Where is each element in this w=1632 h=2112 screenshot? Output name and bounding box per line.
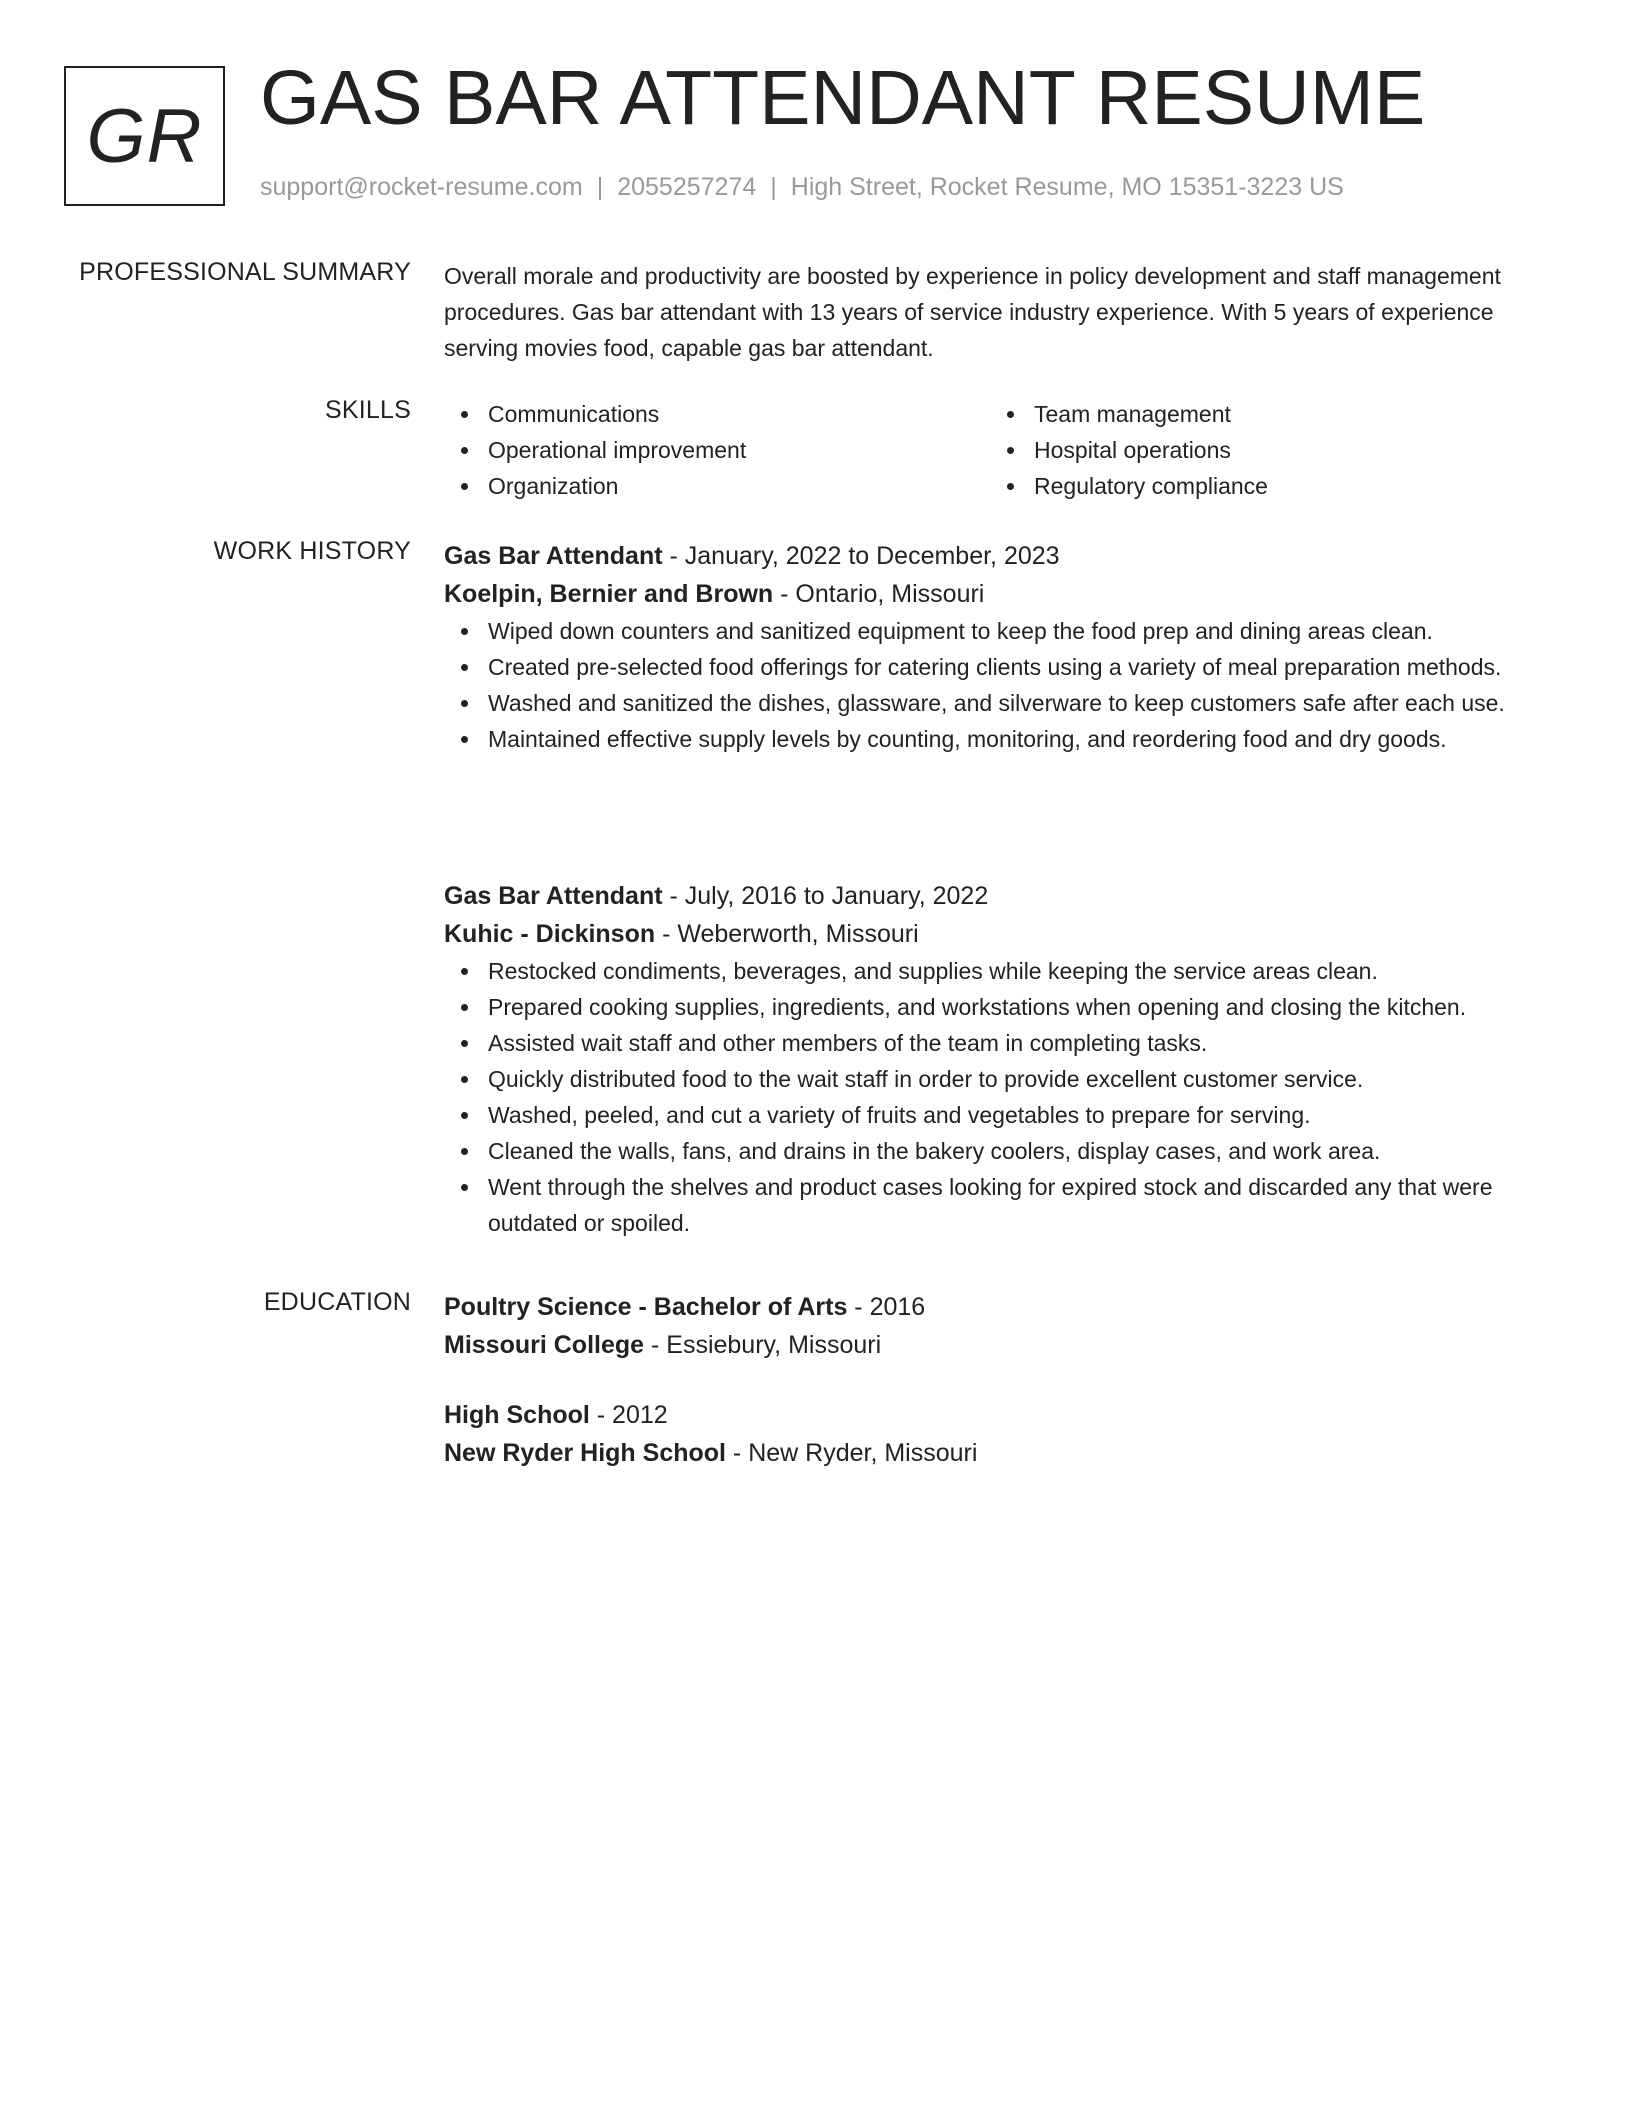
skill-item: Communications (444, 396, 990, 432)
education-degree-line (444, 1396, 1544, 1434)
job-duties-list (444, 613, 1544, 757)
job-dates: - January, 2022 to December, 2023 (662, 542, 1060, 570)
job-duty: Wiped down counters and sanitized equipment to keep the food prep and dining areas clean. (444, 613, 1544, 649)
skill-item: Regulatory compliance (990, 468, 1536, 504)
summary-body (444, 258, 1544, 366)
contact-separator: | (596, 173, 604, 201)
education-year: - 2012 (589, 1401, 668, 1429)
skills-list-left (444, 396, 990, 504)
job-duty: Assisted wait staff and other members of the team in completing tasks. (444, 1025, 1544, 1061)
section-heading-skills: SKILLS (325, 396, 411, 424)
job-duty: Quickly distributed food to the wait staff in order to provide excellent customer service. (444, 1061, 1544, 1097)
education-school-line (444, 1434, 1544, 1472)
job-entry (444, 877, 1544, 1241)
job-location: - Weberworth, Missouri (655, 920, 919, 948)
monogram-box (64, 66, 225, 206)
job-duty: Cleaned the walls, fans, and drains in the bakery coolers, display cases, and work area. (444, 1133, 1544, 1169)
education-location: - New Ryder, Missouri (725, 1439, 978, 1467)
skills-list-right (990, 396, 1536, 504)
section-heading-education: EDUCATION (263, 1288, 411, 1316)
job-duty: Restocked condiments, beverages, and supplies while keeping the service areas clean. (444, 953, 1544, 989)
monogram-initials: GR (86, 93, 203, 179)
skills-body (444, 396, 1544, 504)
skill-item: Team management (990, 396, 1536, 432)
resume-title: GAS BAR ATTENDANT RESUME (260, 55, 1426, 141)
job-duty: Went through the shelves and product cases looking for expired stock and discarded any that were outdated or spoiled. (444, 1169, 1544, 1241)
job-company-line (444, 915, 1544, 953)
section-heading-summary: PROFESSIONAL SUMMARY (79, 258, 411, 286)
contact-separator: | (770, 173, 777, 201)
education-school: New Ryder High School (444, 1439, 726, 1467)
job-title-line (444, 537, 1544, 575)
job-duty: Washed and sanitized the dishes, glassware, and silverware to keep customers safe after each use. (444, 685, 1544, 721)
education-year: - 2016 (847, 1293, 926, 1321)
contact-address: High Street, Rocket Resume, MO 15351-3223 US (790, 173, 1344, 201)
job-company: Koelpin, Bernier and Brown (444, 580, 774, 608)
education-school: Missouri College (444, 1331, 645, 1359)
job-location: - Ontario, Missouri (773, 580, 985, 608)
education-location: - Essiebury, Missouri (644, 1331, 882, 1359)
skill-item: Organization (444, 468, 990, 504)
education-entry (444, 1288, 1544, 1364)
job-duty: Maintained effective supply levels by counting, monitoring, and reordering food and dry goods. (444, 721, 1544, 757)
job-title-line (444, 877, 1544, 915)
job-company-line (444, 575, 1544, 613)
contact-line (260, 173, 1344, 202)
job-duty: Washed, peeled, and cut a variety of fruits and vegetables to prepare for serving. (444, 1097, 1544, 1133)
job-duty: Created pre-selected food offerings for catering clients using a variety of meal preparation methods. (444, 649, 1544, 685)
skill-item: Hospital operations (990, 432, 1536, 468)
education-degree: High School (444, 1401, 590, 1429)
job-title: Gas Bar Attendant (444, 542, 663, 570)
education-entry (444, 1396, 1544, 1472)
contact-email: support@rocket-resume.com (260, 173, 583, 201)
job-entry (444, 537, 1544, 757)
education-degree-line (444, 1288, 1544, 1326)
education-school-line (444, 1326, 1544, 1364)
contact-phone: 2055257274 (617, 173, 757, 201)
job-company: Kuhic - Dickinson (444, 920, 656, 948)
summary-text: Overall morale and productivity are boosted by experience in policy development and staff management procedures. Gas bar attendant with 13 years of service industry experience. With 5 years of experience serving movies food, capable gas bar attendant. (444, 263, 1501, 361)
education-degree: Poultry Science - Bachelor of Arts (444, 1293, 848, 1321)
job-duties-list (444, 953, 1544, 1241)
job-title: Gas Bar Attendant (444, 882, 663, 910)
skill-item: Operational improvement (444, 432, 990, 468)
job-dates: - July, 2016 to January, 2022 (662, 882, 989, 910)
skills-columns (444, 396, 1544, 504)
job-duty: Prepared cooking supplies, ingredients, and workstations when opening and closing the kitchen. (444, 989, 1544, 1025)
section-heading-work-history: WORK HISTORY (213, 537, 411, 565)
